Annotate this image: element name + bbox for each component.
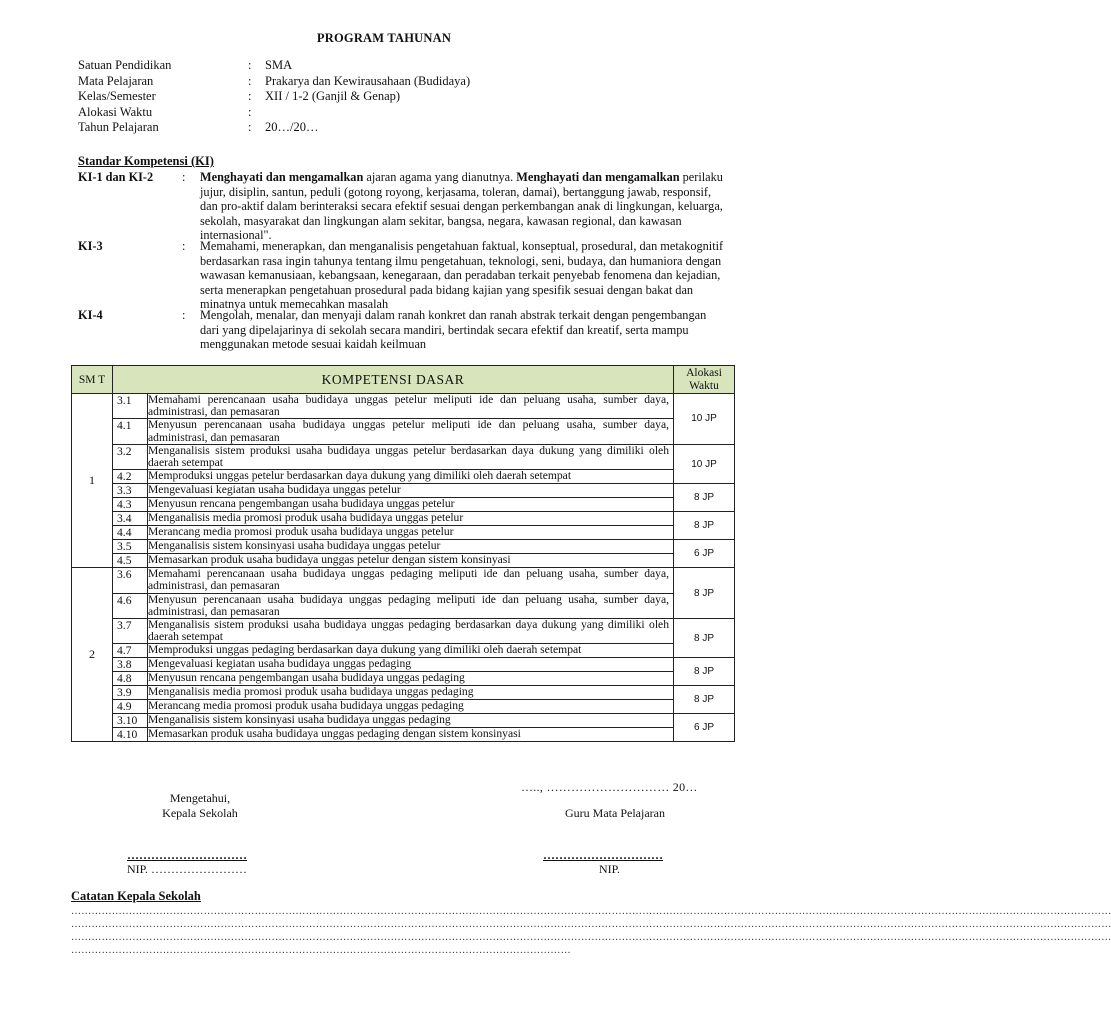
teacher-nip: NIP. (599, 862, 621, 876)
kd-number: 4.3 (113, 498, 148, 512)
meta-value: 20…/20… (265, 120, 319, 135)
table-row (72, 512, 735, 526)
kd-text: Mengevaluasi kegiatan usaha budidaya unggas pedaging (148, 658, 674, 672)
ki-heading: Standar Kompetensi (KI) (78, 154, 214, 168)
kd-number: 3.5 (113, 540, 148, 554)
table-row (72, 714, 735, 728)
kd-text: Memasarkan produk usaha budidaya unggas petelur dengan sistem konsinyasi (148, 554, 674, 568)
meta-value: Prakarya dan Kewirausahaan (Budidaya) (265, 73, 471, 88)
kd-text: Menganalisis sistem produksi usaha budidaya unggas petelur berdasarkan daya dukung yang dimiliki oleh daerah setempat (148, 444, 674, 469)
kompetensi-dasar-table (71, 365, 735, 742)
kd-number: 4.10 (113, 728, 148, 742)
ki-emphasis: Menghayati dan mengamalkan (516, 170, 680, 184)
alokasi-cell: 6 JP (674, 714, 735, 742)
ki-colon: : (182, 239, 186, 253)
table-row (72, 644, 735, 658)
kd-text: Memahami perencanaan usaha budidaya unggas petelur meliputi ide dan peluang usaha, sumber daya, administrasi, dan pemasaran (148, 394, 674, 419)
header-alokasi: Alokasi Waktu (674, 366, 735, 394)
ki-3 (78, 239, 728, 312)
kd-number: 3.8 (113, 658, 148, 672)
kd-number: 3.4 (113, 512, 148, 526)
alokasi-cell: 8 JP (674, 658, 735, 686)
kd-number: 4.2 (113, 470, 148, 484)
kd-number: 3.1 (113, 394, 148, 419)
meta-colon: : (248, 58, 252, 72)
kd-number: 4.1 (113, 419, 148, 444)
principal-nip: NIP. …………………… (127, 862, 248, 876)
kd-text: Menyusun rencana pengembangan usaha budidaya unggas petelur (148, 498, 674, 512)
table-row (72, 470, 735, 484)
alokasi-cell: 6 JP (674, 540, 735, 568)
meta-key: Satuan Pendidikan (78, 58, 172, 72)
alokasi-cell: 8 JP (674, 484, 735, 512)
table-row (72, 540, 735, 554)
table-row (72, 593, 735, 618)
ki-label: KI-1 dan KI-2 (78, 170, 154, 184)
table-header-row (72, 366, 735, 394)
alokasi-cell: 8 JP (674, 686, 735, 714)
table-row (72, 394, 735, 419)
table-row (72, 619, 735, 644)
table-row (72, 658, 735, 672)
meta-value: SMA (265, 58, 293, 72)
table-row (72, 700, 735, 714)
semester-cell: 2 (72, 568, 113, 742)
table-row (72, 554, 735, 568)
meta-colon: : (248, 104, 252, 119)
kd-text: Memproduksi unggas pedaging berdasarkan daya dukung yang dimiliki oleh daerah setempat (148, 644, 674, 658)
ki-1-2 (78, 170, 728, 243)
signature-role: Guru Mata Pelajaran (565, 806, 665, 820)
meta-row (78, 58, 470, 74)
table-row (72, 568, 735, 593)
ki-colon: : (182, 308, 186, 322)
meta-key: Tahun Pelajaran (78, 120, 159, 135)
kd-text: Merancang media promosi produk usaha budidaya unggas petelur (148, 526, 674, 540)
ki-text-part: perilaku jujur, disiplin, santun, peduli (gotong royong, kerjasama, toleran, damai), bertanggung jawab, responsif, dan pro-aktif dalam berinteraksi secara efektif sesuai dengan perkembangan anak di lingkungan, keluarga, sekolah, masyarakat dan lingkungan alam sekitar, bangsa, negara, kawasan regional, dan kawasan internasional". (200, 170, 723, 243)
kd-number: 3.7 (113, 619, 148, 644)
alokasi-cell: 8 JP (674, 568, 735, 619)
table-row (72, 498, 735, 512)
note-line: ……………………………………………………………………………………………………………………………………………………………………………………………………………………………………………………………………………… (71, 932, 1111, 943)
kd-number: 4.7 (113, 644, 148, 658)
ki-colon: : (182, 170, 186, 184)
kd-number: 3.10 (113, 714, 148, 728)
kd-text: Memproduksi unggas petelur berdasarkan daya dukung yang dimiliki oleh daerah setempat (148, 470, 674, 484)
header-smt: SM T (72, 366, 113, 394)
meta-key: Alokasi Waktu (78, 104, 153, 119)
note-line: ……………………………………………………………………………………………………………………………………………………………………………………………………………………………………………………………………………… (71, 906, 1111, 917)
signature-role: Kepala Sekolah (162, 806, 238, 820)
meta-row (78, 120, 470, 136)
kd-text: Menganalisis sistem produksi usaha budidaya unggas pedaging berdasarkan daya dukung yang dimiliki oleh daerah setempat (148, 619, 674, 644)
kd-number: 3.9 (113, 686, 148, 700)
kd-text: Memahami perencanaan usaha budidaya unggas pedaging meliputi ide dan peluang usaha, sumber daya, administrasi, dan pemasaran (148, 568, 674, 593)
ki-label: KI-4 (78, 308, 103, 322)
kd-text: Menganalisis sistem konsinyasi usaha budidaya unggas pedaging (148, 714, 674, 728)
ki-text: Mengolah, menalar, dan menyaji dalam ranah konkret dan ranah abstrak terkait dengan pengembangan dari yang dipelajarinya di sekolah secara mandiri, bertindak secara efektif dan kreatif, serta mampu menggunakan metode sesuai kaidah keilmuan (200, 308, 707, 352)
meta-colon: : (248, 73, 252, 88)
note-line: ……………………………………………………………………………………………………………………………………………………………………………………………………………………………………………………………………………… (71, 919, 1111, 930)
kd-text: Memasarkan produk usaha budidaya unggas pedaging dengan sistem konsinyasi (148, 728, 674, 742)
meta-colon: : (248, 120, 252, 135)
table-row (72, 444, 735, 469)
ki-label: KI-3 (78, 239, 103, 253)
kd-text: Menganalisis media promosi produk usaha budidaya unggas petelur (148, 512, 674, 526)
ki-text: Memahami, menerapkan, dan menganalisis pengetahuan faktual, konseptual, prosedural, dan metakognitif berdasarkan rasa ingin tahunya tentang ilmu pengetahuan, teknologi, seni, budaya, dan humaniora dengan wawasan kemanusiaan, kebangsaan, kenegaraan, dan peradaban terkait penyebab fenomena dan kejadian, serta menerapkan pengetahuan prosedural pada bidang kajian yang spesifik sesuai dengan bakat dan minatnya untuk memecahkan masalah (200, 239, 724, 312)
teacher-signature-block (540, 806, 690, 821)
table-row (72, 484, 735, 498)
kd-text: Menyusun perencanaan usaha budidaya unggas pedaging meliputi ide dan peluang usaha, sumber daya, administrasi, dan pemasaran (148, 593, 674, 618)
ki-text-part: ajaran agama yang dianutnya. (363, 170, 517, 184)
table-row (72, 672, 735, 686)
meta-block (78, 58, 470, 136)
meta-value: XII / 1-2 (Ganjil & Genap) (265, 89, 401, 104)
kd-text: Mengevaluasi kegiatan usaha budidaya unggas petelur (148, 484, 674, 498)
page-title: PROGRAM TAHUNAN (316, 31, 452, 45)
meta-key: Mata Pelajaran (78, 73, 154, 88)
meta-row (78, 89, 470, 105)
signature-caption: Mengetahui, (169, 791, 231, 805)
kd-number: 3.3 (113, 484, 148, 498)
kd-number: 4.6 (113, 593, 148, 618)
kd-text: Menganalisis sistem konsinyasi usaha budidaya unggas petelur (148, 540, 674, 554)
place-date: ….., ………………………… 20… (521, 780, 698, 794)
kd-number: 4.8 (113, 672, 148, 686)
teacher-name-line: ………………………… (543, 848, 663, 862)
table-row (72, 526, 735, 540)
meta-row (78, 74, 470, 90)
semester-cell: 1 (72, 394, 113, 568)
note-line: ………………………………………………………………………………………………………………………………… (71, 945, 571, 956)
ki-emphasis: Menghayati dan mengamalkan (200, 170, 364, 184)
meta-row (78, 105, 470, 121)
alokasi-cell: 10 JP (674, 444, 735, 483)
meta-key: Kelas/Semester (78, 89, 156, 104)
alokasi-cell: 10 JP (674, 394, 735, 445)
ki-text (200, 170, 728, 243)
table-row (72, 728, 735, 742)
kd-text: Menganalisis media promosi produk usaha budidaya unggas pedaging (148, 686, 674, 700)
kd-number: 3.2 (113, 444, 148, 469)
notes-heading: Catatan Kepala Sekolah (71, 889, 201, 903)
principal-signature-block (130, 791, 270, 821)
alokasi-cell: 8 JP (674, 512, 735, 540)
table-row (72, 686, 735, 700)
kd-text: Menyusun perencanaan usaha budidaya unggas petelur meliputi ide dan peluang usaha, sumber daya, administrasi, dan pemasaran (148, 419, 674, 444)
ki-4 (78, 308, 728, 352)
alokasi-cell: 8 JP (674, 619, 735, 658)
kd-number: 4.4 (113, 526, 148, 540)
kd-number: 4.9 (113, 700, 148, 714)
kd-number: 3.6 (113, 568, 148, 593)
header-kompetensi-dasar: KOMPETENSI DASAR (113, 366, 674, 394)
meta-colon: : (248, 89, 252, 104)
kd-number: 4.5 (113, 554, 148, 568)
kd-text: Menyusun rencana pengembangan usaha budidaya unggas pedaging (148, 672, 674, 686)
principal-name-line: ………………………… (127, 848, 247, 862)
table-row (72, 419, 735, 444)
kd-text: Merancang media promosi produk usaha budidaya unggas pedaging (148, 700, 674, 714)
